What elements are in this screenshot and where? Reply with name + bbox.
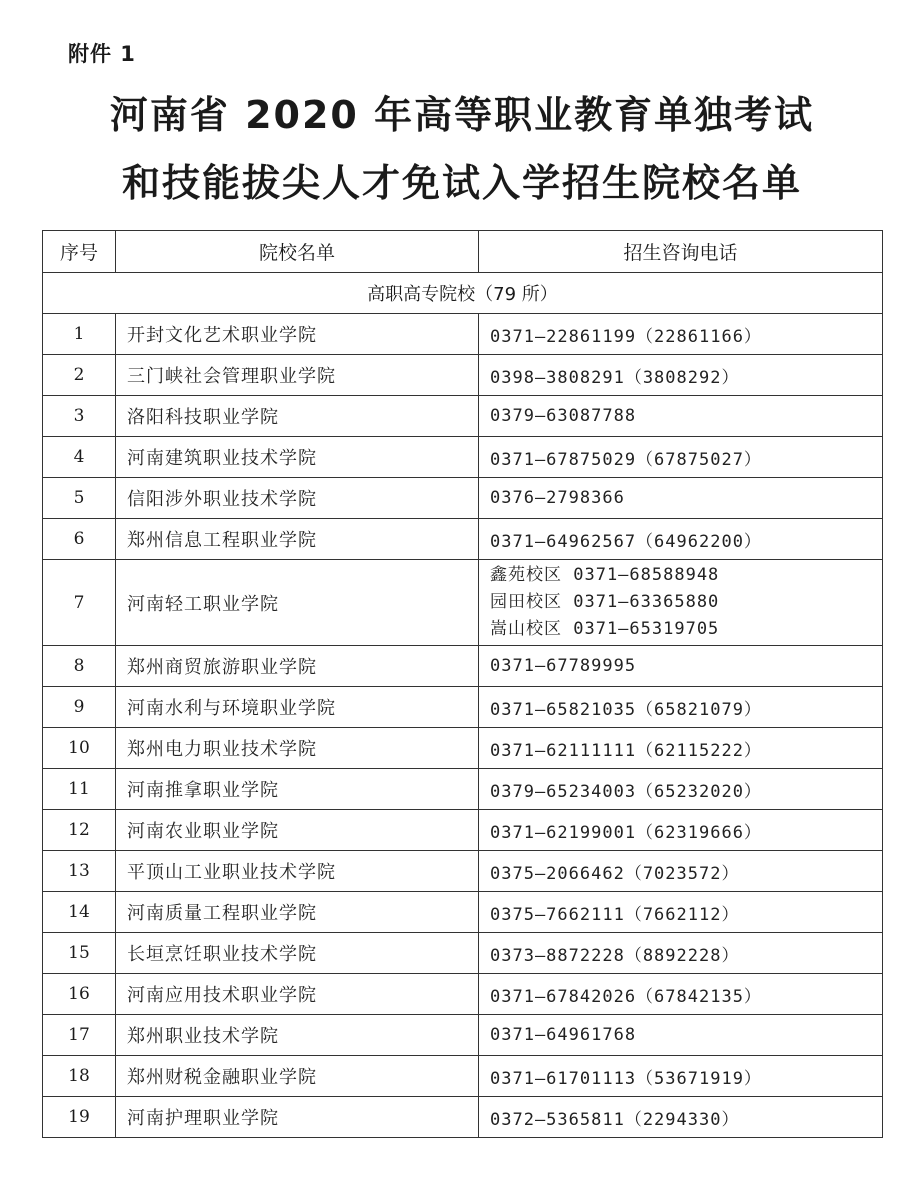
section-row bbox=[43, 273, 883, 314]
table-row bbox=[43, 851, 883, 892]
contact-phone: 0371—62199001（62319666） bbox=[479, 810, 883, 851]
row-number: 13 bbox=[43, 851, 116, 892]
table-row bbox=[43, 769, 883, 810]
contact-phone: 0398—3808291（3808292） bbox=[479, 355, 883, 396]
row-number: 11 bbox=[43, 769, 116, 810]
row-number: 7 bbox=[43, 560, 116, 646]
school-name: 郑州财税金融职业学院 bbox=[116, 1056, 479, 1097]
table-header-row bbox=[43, 231, 883, 273]
row-number: 14 bbox=[43, 892, 116, 933]
school-name: 郑州信息工程职业学院 bbox=[116, 519, 479, 560]
table-row bbox=[43, 646, 883, 687]
row-number: 8 bbox=[43, 646, 116, 687]
contact-phone: 0371—62111111（62115222） bbox=[479, 728, 883, 769]
contact-phone: 0379—65234003（65232020） bbox=[479, 769, 883, 810]
row-number: 16 bbox=[43, 974, 116, 1015]
contact-phone: 0371—64961768 bbox=[479, 1015, 883, 1056]
row-number: 6 bbox=[43, 519, 116, 560]
contact-phone: 0371—67842026（67842135） bbox=[479, 974, 883, 1015]
column-header-school: 院校名单 bbox=[116, 231, 479, 273]
campus-phone-line: 嵩山校区 0371—65319705 bbox=[490, 619, 720, 639]
school-name: 开封文化艺术职业学院 bbox=[116, 314, 479, 355]
contact-phone: 0372—5365811（2294330） bbox=[479, 1097, 883, 1138]
table-row bbox=[43, 437, 883, 478]
school-name: 河南轻工职业学院 bbox=[116, 560, 479, 646]
contact-phone: 0375—7662111（7662112） bbox=[479, 892, 883, 933]
table-row bbox=[43, 1056, 883, 1097]
school-name: 洛阳科技职业学院 bbox=[116, 396, 479, 437]
row-number: 10 bbox=[43, 728, 116, 769]
school-name: 河南农业职业学院 bbox=[116, 810, 479, 851]
row-number: 18 bbox=[43, 1056, 116, 1097]
section-title: 高职高专院校（79 所） bbox=[43, 273, 883, 314]
table-row bbox=[43, 892, 883, 933]
table-row bbox=[43, 478, 883, 519]
campus-phone-line: 园田校区 0371—63365880 bbox=[490, 592, 720, 612]
school-name: 长垣烹饪职业技术学院 bbox=[116, 933, 479, 974]
contact-phone: 0371—61701113（53671919） bbox=[479, 1056, 883, 1097]
contact-phone: 0371—65821035（65821079） bbox=[479, 687, 883, 728]
row-number: 4 bbox=[43, 437, 116, 478]
school-name: 信阳涉外职业技术学院 bbox=[116, 478, 479, 519]
contact-phone: 0379—63087788 bbox=[479, 396, 883, 437]
table-row bbox=[43, 687, 883, 728]
school-name: 河南质量工程职业学院 bbox=[116, 892, 479, 933]
row-number: 9 bbox=[43, 687, 116, 728]
attachment-label: 附件 1 bbox=[68, 42, 136, 66]
school-name: 河南应用技术职业学院 bbox=[116, 974, 479, 1015]
school-name: 三门峡社会管理职业学院 bbox=[116, 355, 479, 396]
page-title-line-2: 和技能拔尖人才免试入学招生院校名单 bbox=[121, 161, 802, 205]
page-title-line-1: 河南省 2020 年高等职业教育单独考试 bbox=[109, 93, 815, 137]
table-row bbox=[43, 728, 883, 769]
contact-phone: 0375—2066462（7023572） bbox=[479, 851, 883, 892]
row-number: 1 bbox=[43, 314, 116, 355]
row-number: 19 bbox=[43, 1097, 116, 1138]
contact-phone: 0371—64962567（64962200） bbox=[479, 519, 883, 560]
school-name: 郑州商贸旅游职业学院 bbox=[116, 646, 479, 687]
table-row bbox=[43, 314, 883, 355]
school-name: 平顶山工业职业技术学院 bbox=[116, 851, 479, 892]
contact-phone: 0376—2798366 bbox=[479, 478, 883, 519]
campus-phone-line: 鑫苑校区 0371—68588948 bbox=[490, 565, 720, 585]
school-name: 河南护理职业学院 bbox=[116, 1097, 479, 1138]
school-name: 郑州电力职业技术学院 bbox=[116, 728, 479, 769]
school-name: 河南建筑职业技术学院 bbox=[116, 437, 479, 478]
contact-phone: 0371—67789995 bbox=[479, 646, 883, 687]
school-name: 河南推拿职业学院 bbox=[116, 769, 479, 810]
column-header-phone: 招生咨询电话 bbox=[479, 231, 883, 273]
contact-phone bbox=[479, 560, 883, 646]
row-number: 17 bbox=[43, 1015, 116, 1056]
contact-phone: 0373—8872228（8892228） bbox=[479, 933, 883, 974]
table-row bbox=[43, 974, 883, 1015]
row-number: 5 bbox=[43, 478, 116, 519]
table-row bbox=[43, 933, 883, 974]
table-row bbox=[43, 560, 883, 646]
school-name: 河南水利与环境职业学院 bbox=[116, 687, 479, 728]
school-list-table bbox=[42, 230, 883, 1138]
table-row bbox=[43, 1015, 883, 1056]
row-number: 3 bbox=[43, 396, 116, 437]
table-row bbox=[43, 810, 883, 851]
contact-phone: 0371—67875029（67875027） bbox=[479, 437, 883, 478]
row-number: 15 bbox=[43, 933, 116, 974]
column-header-number: 序号 bbox=[43, 231, 116, 273]
school-name: 郑州职业技术学院 bbox=[116, 1015, 479, 1056]
table-row bbox=[43, 355, 883, 396]
row-number: 2 bbox=[43, 355, 116, 396]
row-number: 12 bbox=[43, 810, 116, 851]
table-row bbox=[43, 1097, 883, 1138]
table-row bbox=[43, 396, 883, 437]
contact-phone: 0371—22861199（22861166） bbox=[479, 314, 883, 355]
table-row bbox=[43, 519, 883, 560]
